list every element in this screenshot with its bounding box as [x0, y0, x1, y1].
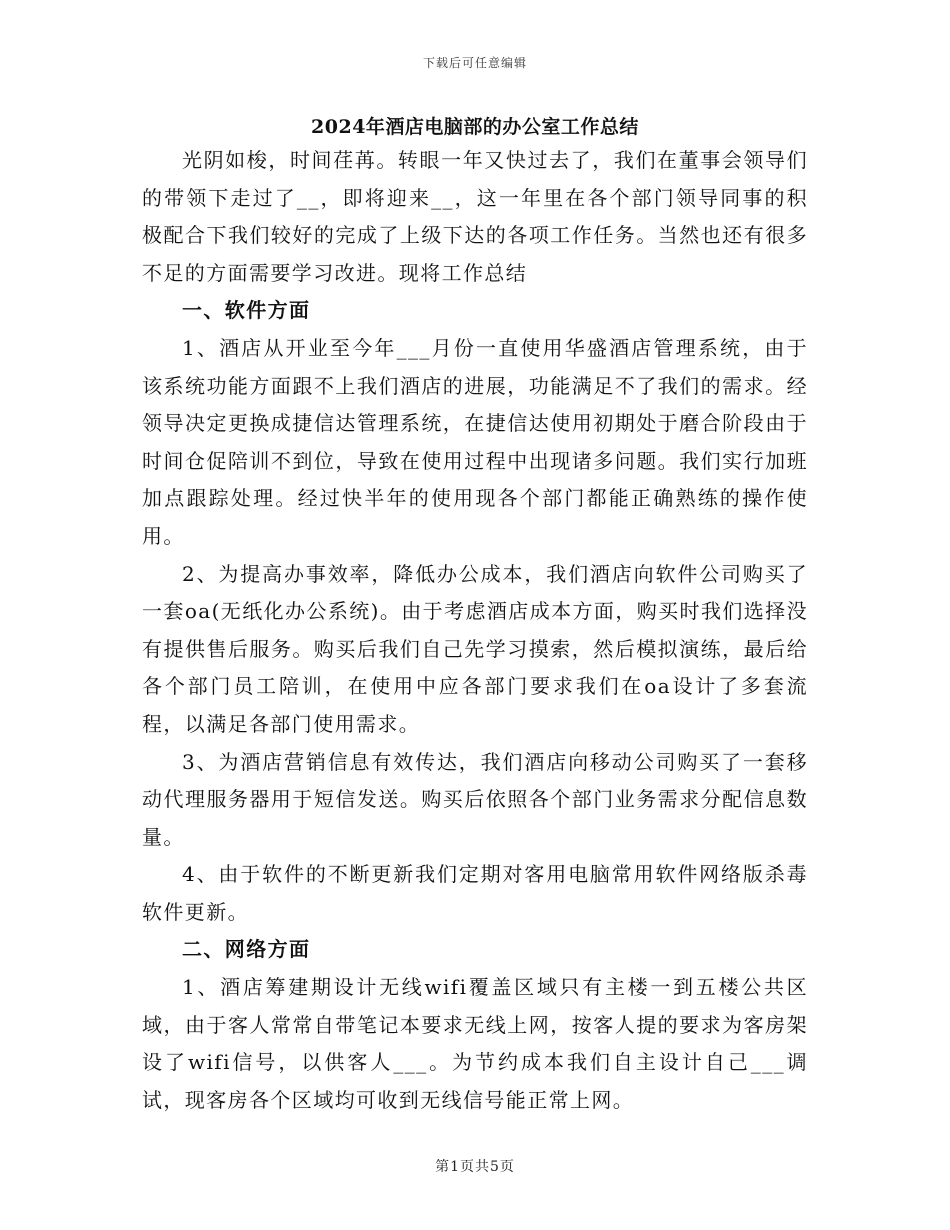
- section-heading-network: 二、网络方面: [182, 937, 311, 962]
- document-title: 2024年酒店电脑部的办公室工作总结: [311, 116, 639, 138]
- software-paragraph-4: 4、由于软件的不断更新我们定期对客用电脑常用软件网络版杀毒软件更新。: [142, 862, 808, 924]
- software-paragraph-3: 3、为酒店营销信息有效传达，我们酒店向移动公司购买了一套移动代理服务器用于短信发送。购买后依照各个部门业务需求分配信息数量。: [142, 749, 808, 849]
- intro-paragraph: 光阴如梭，时间荏苒。转眼一年又快过去了，我们在董事会领导们的带领下走过了__，即将迎来__，这一年里在各个部门领导同事的积极配合下我们较好的完成了上级下达的各项工作任务。当然也还有很多不足的方面需要学习改进。现将工作总结: [142, 148, 808, 285]
- document-body: [142, 112, 808, 1119]
- section-heading-software: 一、软件方面: [182, 298, 311, 323]
- software-paragraph-1: 1、酒店从开业至今年___月份一直使用华盛酒店管理系统，由于该系统功能方面跟不上我们酒店的进展，功能满足不了我们的需求。经领导决定更换成捷信达管理系统，在捷信达使用初期处于磨合阶段由于时间仓促陪训不到位，导致在使用过程中出现诸多问题。我们实行加班加点跟踪处理。经过快半年的使用现各个部门都能正确熟练的操作使用。: [142, 335, 808, 548]
- header-note: 下载后可任意编辑: [422, 56, 527, 70]
- network-paragraph-1: 1、酒店筹建期设计无线wifi覆盖区域只有主楼一到五楼公共区域，由于客人常常自带笔记本要求无线上网，按客人提的要求为客房架设了wifi信号，以供客人___。为节约成本我们自主设计自己___调试，现客房各个区域均可收到无线信号能正常上网。: [142, 975, 808, 1112]
- software-paragraph-2: 2、为提高办事效率，降低办公成本，我们酒店向软件公司购买了一套oa(无纸化办公系统)。由于考虑酒店成本方面，购买时我们选择没有提供售后服务。购买后我们自己先学习摸索，然后模拟演练，最后给各个部门员工陪训，在使用中应各部门要求我们在oa设计了多套流程，以满足各部门使用需求。: [142, 561, 808, 736]
- page-number-footer: 第1页共5页: [435, 1159, 515, 1175]
